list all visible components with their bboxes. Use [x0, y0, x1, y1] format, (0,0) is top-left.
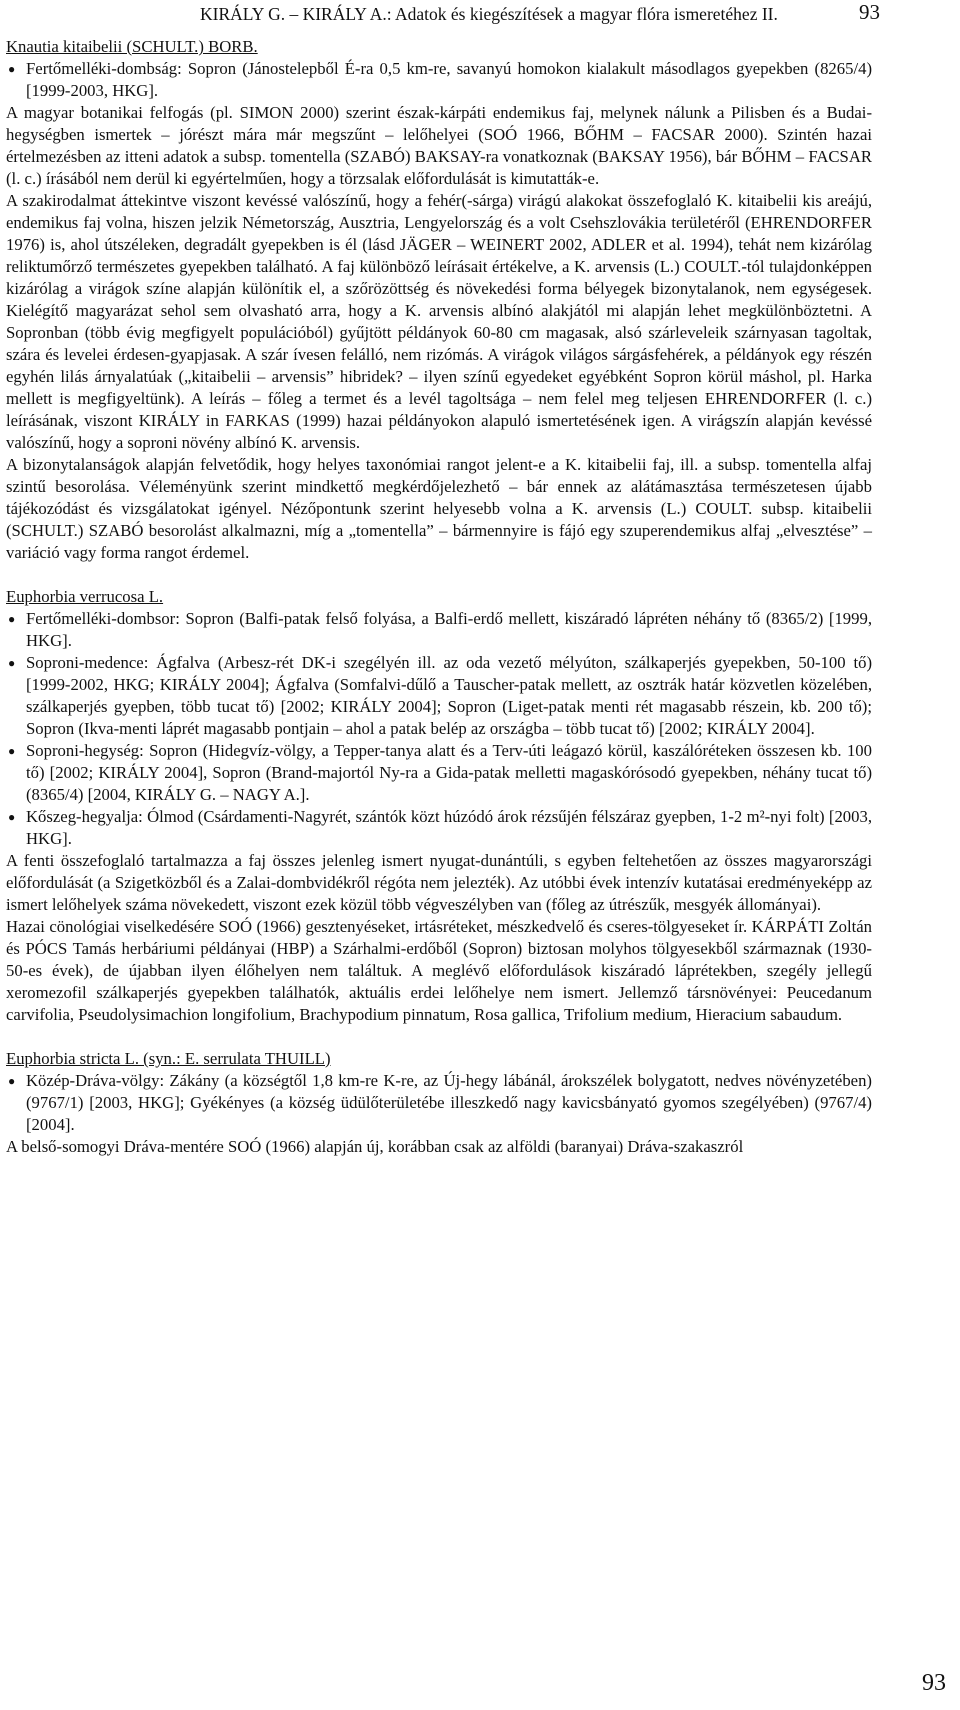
section-gap [6, 564, 872, 586]
bullet-text: Soproni-hegység: Sopron (Hidegvíz-völgy, a Tepper-tanya alatt és a Terv-úti leágazó körül, kaszálóréteken összesen kb. 100 tő) [2002; KIRÁLY 2004], Sopron (Brand-majortól Ny-ra a Gida-patak melletti magaskórósodó gyepekben, néhány tucat tő) (8365/4) [2004, KIRÁLY G. – NAGY A.]. [26, 741, 872, 804]
bullet-text: Közép-Dráva-völgy: Zákány (a községtől 1,8 km-re K-re, az Új-hegy lábánál, árokszélek bolygatott, nedves növényzetében) (9767/1) [2003, HKG]; Gyékényes (a község üdülőterületébe illeszkedő nagy kavicsbányató gyomos szegélyében) (9767/4) [2004]. [26, 1071, 872, 1134]
bullet-icon: ● [8, 810, 16, 824]
species-title: Euphorbia stricta L. (syn.: E. serrulata THUILL) [6, 1049, 331, 1068]
running-header [200, 0, 880, 26]
running-title: KIRÁLY G. – KIRÁLY A.: Adatok és kiegészítések a magyar flóra ismeretéhez II. [200, 4, 778, 24]
locality-bullet [6, 806, 872, 850]
body-paragraph: Hazai cönológiai viselkedésére SOÓ (1966) gesztenyéseket, irtásréteket, mészkedvelő és cseres-tölgyeseket ír. KÁRPÁTI Zoltán és PÓCS Tamás herbáriumi példányai (HBP) a Szárhalmi-erdőből (Sopron) biztosan molyhos tölgyesekből származnak (1930-50-es évek), de újabban ilyen élőhelyen nem találtuk. A meglévő előfordulások kiszáradó láprétekben, szegély jellegű xeromezofil szálkaperjés gyepekben találhatók, aktuális erdei lelőhelye nem ismert. Jellemző társnövényei: Peucedanum carvifolia, Pseudolysimachion longifolium, Brachypodium pinnatum, Rosa gallica, Trifolium medium, Hieracium sabaudum. [6, 917, 872, 1024]
bullet-icon: ● [8, 744, 16, 758]
locality-bullet [6, 740, 872, 806]
body-paragraph: A szakirodalmat áttekintve viszont kevéssé valószínű, hogy a fehér(-sárga) virágú alakokat összefoglaló K. kitaibelii kis areájú, endemikus faj volna, hiszen jelzik Németország, Ausztria, Lengyelország és a volt Csehszlovákia területéről (EHRENDORFER 1976) is, ahol útszéleken, degradált gyepekben is él (lásd JÄGER – WEINERT 2002, ADLER et al. 1994), tehát nem kizárólag reliktumőrző természetes gyepekben található. A faj különböző leírásait értékelve, a K. arvensis (L.) COULT.-tól tulajdonképpen kizárólag a virágok színe alapján különítik el, a szőrözöttség és növekedési forma bélyegek bizonytalanok, nem egységesek. Kielégítő magyarázat sehol sem olvasható arra, hogy a K. arvensis albínó alakjától mi alapján lehet megkülönböztetni. A Sopronban (több évig megfigyelt populációból) gyűjtött példányok 60-80 cm magasak, alsó szárleveleik szárnyasan tagoltak, szára és levelei érdesen-gyapjasak. A szár ívesen felálló, nem rizómás. A virágok világos sárgásfehérek, a példányok egy részén egyhén lilás árnyalatúak („kitaibelii – arvensis” hibridek? – ilyen színű egyedeket egyébként Sopron körül máshol, pl. Harka mellett is megfigyeltünk). A leírás – főleg a termet és a levél tagoltsága – nem felel meg teljesen EHRENDORFER (l. c.) leírásának, viszont KIRÁLY in FARKAS (1999) hazai példányokon alapuló ismertetésének igen. A virágszín alapján kevéssé valószínű, hogy a soproni növény albínó K. arvensis. [6, 191, 872, 452]
header-page-number: 93 [859, 0, 880, 24]
species-heading [6, 1048, 872, 1070]
species-title: Knautia kitaibelii (SCHULT.) BORB. [6, 37, 258, 56]
locality-bullet [6, 652, 872, 740]
locality-bullet [6, 1070, 872, 1136]
species-heading [6, 586, 872, 608]
locality-bullet [6, 58, 872, 102]
bullet-icon: ● [8, 1074, 16, 1088]
bullet-text: Soproni-medence: Ágfalva (Arbesz-rét DK-i szegélyén ill. az oda vezető mélyúton, szálkaperjés gyepekben, 50-100 tő) [1999-2002, HKG; KIRÁLY 2004]; Ágfalva (Somfalvi-dűlő a Tauscher-patak mellett, az osztrák határ közvetlen közelében, szálkaperjés gyepben, több tucat tő) [2002; KIRÁLY 2004]; Sopron (Liget-patak menti rét magasabb részein, kb. 200 tő); Sopron (Ikva-menti láprét magasabb pontjain – ahol a patak belép az országba – több tucat tő) [2002; KIRÁLY 2004]. [26, 653, 872, 738]
locality-bullet [6, 608, 872, 652]
bullet-icon: ● [8, 62, 16, 76]
body-text [6, 36, 872, 1158]
body-paragraph: A belső-somogyi Dráva-mentére SOÓ (1966) alapján új, korábban csak az alföldi (baranyai) Dráva-szakaszról [6, 1137, 744, 1156]
section-gap [6, 1026, 872, 1048]
bullet-icon: ● [8, 656, 16, 670]
bullet-icon: ● [8, 612, 16, 626]
species-title: Euphorbia verrucosa L. [6, 587, 164, 606]
footer-page-number: 93 [922, 1670, 946, 1696]
bullet-text: Kőszeg-hegyalja: Ólmod (Csárdamenti-Nagyrét, szántók közt húzódó árok rézsűjén félszáraz gyepben, 1-2 m²-nyi folt) [2003, HKG]. [26, 807, 872, 848]
body-paragraph: A fenti összefoglaló tartalmazza a faj összes jelenleg ismert nyugat-dunántúli, s egyben feltehetően az összes magyarországi előfordulását (a Szigetközből és a Zalai-dombvidékről régóta nem jelezték). Az utóbbi évek intenzív kutatásai eredményeképp az ismert lelőhelyek száma növekedett, viszont ezek közül több végveszélyben van (főleg az útrészűk, mesgyék állományai). [6, 851, 872, 914]
bullet-text: Fertőmelléki-dombság: Sopron (Jánostelepből É-ra 0,5 km-re, savanyú homokon kialakult másodlagos gyepekben (8265/4) [1999-2003, HKG]. [26, 59, 872, 100]
species-heading [6, 36, 872, 58]
body-paragraph: A magyar botanikai felfogás (pl. SIMON 2000) szerint észak-kárpáti endemikus faj, melynek nálunk a Pilisben és a Budai-hegységben ismertek – jórészt mára már megszűnt – lelőhelyei (SOÓ 1966, BŐHM – FACSAR 2000). Szintén hazai értelmezésben az itteni adatok a subsp. tomentella (SZABÓ) BAKSAY-ra vonatkoznak (BAKSAY 1956), bár BŐHM – FACSAR (l. c.) írásából nem derül ki egyértelműen, hogy a törzsalak előfordulását is kimutatták-e. [6, 103, 872, 188]
body-paragraph: A bizonytalanságok alapján felvetődik, hogy helyes taxonómiai rangot jelent-e a K. kitaibelii faj, ill. a subsp. tomentella alfaj szintű besorolása. Véleményünk szerint mindkettő megkérdőjelezhető – bár ennek az alátámasztása természetesen újabb tájékozódást és vizsgálatokat igényel. Nézőpontunk szerint helyesebb volna a K. arvensis (L.) COULT. subsp. kitaibelii (SCHULT.) SZABÓ besorolást alkalmazni, míg a „tomentella” – bármennyire is fájó egy szuperendemikus alfaj „elvesztése” – variáció vagy forma rangot érdemel. [6, 455, 872, 562]
bullet-text: Fertőmelléki-dombsor: Sopron (Balfi-patak felső folyása, a Balfi-erdő mellett, kiszáradó lápréten néhány tő (8365/2) [1999, HKG]. [26, 609, 872, 650]
